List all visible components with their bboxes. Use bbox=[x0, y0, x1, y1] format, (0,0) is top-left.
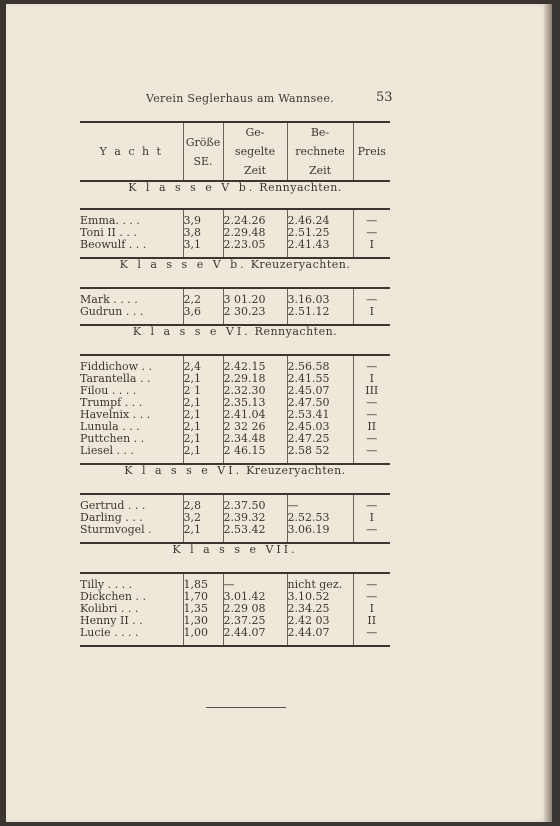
class-label: K l a s s e VI. bbox=[132, 325, 251, 338]
size-value: 2,1 bbox=[183, 421, 223, 433]
prize-value: II bbox=[353, 615, 390, 627]
closing-rule bbox=[206, 707, 286, 708]
sailed-time: 2.37.50 bbox=[223, 500, 287, 512]
calculated-time: 3.06.19 bbox=[287, 524, 353, 536]
yacht-name: Filou . . . . bbox=[80, 384, 137, 397]
sailed-time: 2.32.30 bbox=[223, 385, 287, 397]
class-heading bbox=[80, 258, 390, 288]
sailed-time: 2.24.26 bbox=[223, 215, 287, 227]
class-type: Rennyachten. bbox=[254, 325, 338, 338]
size-value: 3,6 bbox=[183, 306, 223, 318]
prize-value: I bbox=[353, 306, 390, 318]
header-prize: Preis bbox=[353, 122, 390, 181]
prize-value: — bbox=[353, 445, 390, 457]
class-heading-row bbox=[80, 325, 390, 355]
yacht-name: Kolibri . . . bbox=[80, 602, 139, 615]
table-row bbox=[80, 306, 390, 318]
sailed-time: 2.44.07 bbox=[223, 627, 287, 639]
header-calculated-time: Be- rechnete Zeit bbox=[287, 122, 353, 181]
sailed-time: 2.37.25 bbox=[223, 615, 287, 627]
size-value: 1,30 bbox=[183, 615, 223, 627]
page-number: 53 bbox=[376, 90, 393, 105]
calculated-time: 2.41.55 bbox=[287, 373, 353, 385]
sailed-time: 2.35.13 bbox=[223, 397, 287, 409]
sailed-time: 2.39.32 bbox=[223, 512, 287, 524]
row-spacer bbox=[80, 639, 390, 646]
prize-value: I bbox=[353, 603, 390, 615]
calculated-time: 2.42 03 bbox=[287, 615, 353, 627]
prize-value: — bbox=[353, 433, 390, 445]
size-value: 2,1 bbox=[183, 409, 223, 421]
yacht-name: Tilly . . . . bbox=[80, 578, 133, 591]
prize-value: I bbox=[353, 239, 390, 251]
yacht-name: Tarantella . . bbox=[80, 372, 151, 385]
calculated-time: nicht gez. bbox=[287, 579, 353, 591]
size-value: 2,1 bbox=[183, 373, 223, 385]
yacht-name: Emma. . . . bbox=[80, 214, 140, 227]
row-spacer bbox=[80, 251, 390, 258]
calculated-time: 2.56.58 bbox=[287, 361, 353, 373]
size-value: 2,1 bbox=[183, 524, 223, 536]
prize-value: — bbox=[353, 397, 390, 409]
book-page bbox=[6, 4, 552, 822]
calculated-time: 2.44.07 bbox=[287, 627, 353, 639]
size-value: 2,1 bbox=[183, 397, 223, 409]
header-size: Größe SE. bbox=[183, 122, 223, 181]
class-type: Kreuzeryachten. bbox=[246, 464, 346, 477]
class-type: Kreuzeryachten. bbox=[250, 258, 351, 271]
sailed-time: 2.29 08 bbox=[223, 603, 287, 615]
prize-value: — bbox=[353, 627, 390, 639]
calculated-time: 3.16.03 bbox=[287, 294, 353, 306]
sailed-time: 2.29.18 bbox=[223, 373, 287, 385]
class-heading-row bbox=[80, 464, 390, 494]
header-sailed-time: Ge- segelte Zeit bbox=[223, 122, 287, 181]
calculated-time: 2.46.24 bbox=[287, 215, 353, 227]
sailed-time: 2.53.42 bbox=[223, 524, 287, 536]
regatta-results-table bbox=[80, 121, 390, 647]
class-heading bbox=[80, 543, 390, 573]
prize-value: I bbox=[353, 512, 390, 524]
class-label: K l a s s e V b. bbox=[119, 258, 247, 271]
size-value: 1,00 bbox=[183, 627, 223, 639]
prize-value: I bbox=[353, 373, 390, 385]
prize-value: — bbox=[353, 579, 390, 591]
class-label: K l a s s e VI. bbox=[124, 464, 243, 477]
calculated-time: 3.10.52 bbox=[287, 591, 353, 603]
row-spacer bbox=[80, 536, 390, 543]
prize-value: — bbox=[353, 524, 390, 536]
yacht-name: Liesel . . . bbox=[80, 444, 134, 457]
calculated-time: 2.58 52 bbox=[287, 445, 353, 457]
sailed-time: 2.23.05 bbox=[223, 239, 287, 251]
size-value: 3,1 bbox=[183, 239, 223, 251]
prize-value: III bbox=[353, 385, 390, 397]
table-row bbox=[80, 239, 390, 251]
sailed-time: 2.29.48 bbox=[223, 227, 287, 239]
class-heading-row bbox=[80, 258, 390, 288]
class-heading bbox=[80, 325, 390, 355]
prize-value: — bbox=[353, 227, 390, 239]
table-row bbox=[80, 524, 390, 536]
class-heading bbox=[80, 464, 390, 494]
table-row bbox=[80, 445, 390, 457]
yacht-name: Beowulf . . . bbox=[80, 238, 147, 251]
prize-value: — bbox=[353, 500, 390, 512]
size-value: 2,8 bbox=[183, 500, 223, 512]
calculated-time: 2.41.43 bbox=[287, 239, 353, 251]
class-heading-row bbox=[80, 181, 390, 209]
yacht-name: Puttchen . . bbox=[80, 432, 145, 445]
yacht-name: Darling . . . bbox=[80, 511, 143, 524]
sailed-time: 2.41.04 bbox=[223, 409, 287, 421]
yacht-name: Toni II . . . bbox=[80, 226, 137, 239]
running-head: Verein Seglerhaus am Wannsee. bbox=[146, 92, 334, 105]
class-heading bbox=[80, 181, 390, 209]
prize-value: — bbox=[353, 215, 390, 227]
page-edge-shadow bbox=[544, 4, 552, 822]
yacht-name: Lucie . . . . bbox=[80, 626, 139, 639]
size-value: 2 1 bbox=[183, 385, 223, 397]
calculated-time: 2.47.50 bbox=[287, 397, 353, 409]
size-value: 1,35 bbox=[183, 603, 223, 615]
prize-value: — bbox=[353, 409, 390, 421]
yacht-name: Trumpf . . . bbox=[80, 396, 143, 409]
size-value: 3,9 bbox=[183, 215, 223, 227]
prize-value: — bbox=[353, 294, 390, 306]
prize-value: — bbox=[353, 591, 390, 603]
size-value: 2,1 bbox=[183, 445, 223, 457]
yacht-name: Sturmvogel . bbox=[80, 523, 152, 536]
sailed-time: 3 01.20 bbox=[223, 294, 287, 306]
calculated-time: 2.34.25 bbox=[287, 603, 353, 615]
calculated-time: 2.47.25 bbox=[287, 433, 353, 445]
class-heading-row bbox=[80, 543, 390, 573]
yacht-name: Havelnix . . . bbox=[80, 408, 151, 421]
sailed-time: 2.42.15 bbox=[223, 361, 287, 373]
yacht-name: Dickchen . . bbox=[80, 590, 146, 603]
row-spacer bbox=[80, 457, 390, 464]
sailed-time: 2 46.15 bbox=[223, 445, 287, 457]
size-value: 2,1 bbox=[183, 433, 223, 445]
calculated-time: 2.51.12 bbox=[287, 306, 353, 318]
calculated-time: 2.45.03 bbox=[287, 421, 353, 433]
yacht-name: Lunula . . . bbox=[80, 420, 140, 433]
table-row bbox=[80, 627, 390, 639]
calculated-time: 2.52.53 bbox=[287, 512, 353, 524]
size-value: 3,8 bbox=[183, 227, 223, 239]
yacht-name: Fiddichow . . bbox=[80, 360, 153, 373]
sailed-time: 2.34.48 bbox=[223, 433, 287, 445]
size-value: 2,4 bbox=[183, 361, 223, 373]
header-yacht: Y a c h t bbox=[80, 122, 183, 181]
calculated-time: 2.53.41 bbox=[287, 409, 353, 421]
yacht-name: Henny II . . bbox=[80, 614, 143, 627]
class-label: K l a s s e V b. bbox=[128, 181, 256, 194]
calculated-time: — bbox=[287, 500, 353, 512]
prize-value: II bbox=[353, 421, 390, 433]
yacht-name: Gertrud . . . bbox=[80, 499, 146, 512]
yacht-name: Mark . . . . bbox=[80, 293, 138, 306]
table-header-row bbox=[80, 122, 390, 181]
size-value: 1,85 bbox=[183, 579, 223, 591]
class-type: Rennyachten. bbox=[259, 181, 342, 194]
calculated-time: 2.51.25 bbox=[287, 227, 353, 239]
size-value: 2,2 bbox=[183, 294, 223, 306]
sailed-time: 2 32 26 bbox=[223, 421, 287, 433]
prize-value: — bbox=[353, 361, 390, 373]
size-value: 1,70 bbox=[183, 591, 223, 603]
size-value: 3,2 bbox=[183, 512, 223, 524]
row-spacer bbox=[80, 318, 390, 325]
sailed-time: — bbox=[223, 579, 287, 591]
yacht-name: Gudrun . . . bbox=[80, 305, 144, 318]
class-label: K l a s s e VII. bbox=[172, 543, 298, 556]
sailed-time: 3.01.42 bbox=[223, 591, 287, 603]
calculated-time: 2.45.07 bbox=[287, 385, 353, 397]
sailed-time: 2 30.23 bbox=[223, 306, 287, 318]
